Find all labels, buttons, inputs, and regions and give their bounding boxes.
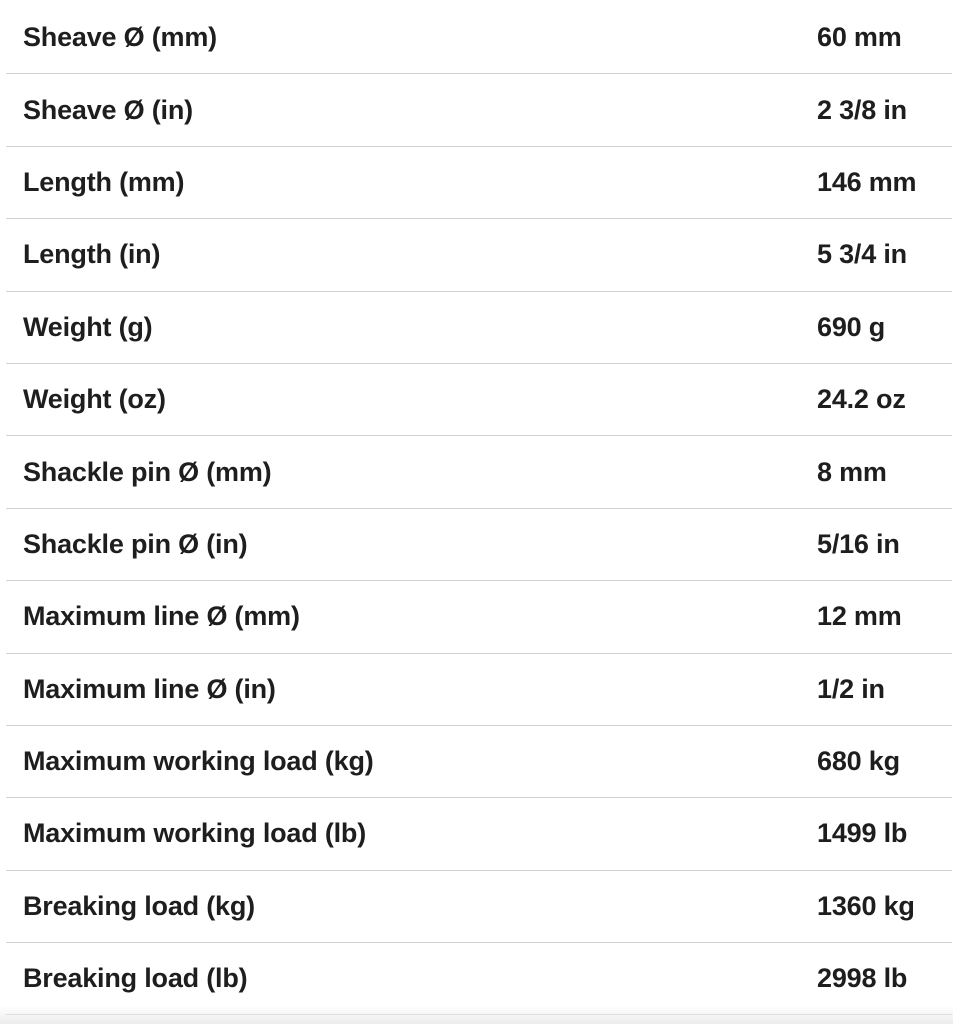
spec-value: 680 kg <box>817 746 900 777</box>
spec-label: Weight (g) <box>23 311 153 342</box>
spec-value: 2 3/8 in <box>817 94 907 125</box>
spec-label: Sheave Ø (mm) <box>23 22 217 53</box>
table-row <box>6 219 952 291</box>
spec-label: Length (mm) <box>23 166 185 197</box>
spec-value: 1360 kg <box>817 890 915 921</box>
spec-label: Maximum line Ø (mm) <box>23 601 300 632</box>
spec-label: Maximum working load (lb) <box>23 818 367 849</box>
table-row <box>6 509 952 581</box>
spec-value: 60 mm <box>817 22 902 53</box>
spec-label: Shackle pin Ø (mm) <box>23 456 272 487</box>
table-row <box>6 364 952 436</box>
spec-value: 1499 lb <box>817 818 908 849</box>
spec-label: Length (in) <box>23 239 161 270</box>
spec-value: 690 g <box>817 311 886 342</box>
spec-label: Shackle pin Ø (in) <box>23 528 248 559</box>
bottom-scroll-shadow <box>0 1006 953 1024</box>
spec-label: Breaking load (kg) <box>23 890 255 921</box>
table-row <box>6 726 952 798</box>
table-row <box>6 654 952 726</box>
spec-value: 146 mm <box>817 166 917 197</box>
spec-label: Maximum working load (kg) <box>23 746 374 777</box>
spec-value: 8 mm <box>817 456 887 487</box>
table-row <box>6 147 952 219</box>
spec-label: Maximum line Ø (in) <box>23 673 276 704</box>
table-row <box>6 292 952 364</box>
spec-value: 12 mm <box>817 601 902 632</box>
spec-value: 5 3/4 in <box>817 239 907 270</box>
specifications-table <box>6 2 952 1015</box>
table-row <box>6 943 952 1015</box>
spec-label: Sheave Ø (in) <box>23 94 193 125</box>
table-row <box>6 436 952 508</box>
table-row <box>6 798 952 870</box>
table-row <box>6 74 952 146</box>
spec-value: 2998 lb <box>817 963 908 994</box>
spec-value: 1/2 in <box>817 673 885 704</box>
table-row <box>6 581 952 653</box>
table-row <box>6 871 952 943</box>
spec-value: 5/16 in <box>817 528 900 559</box>
spec-value: 24.2 oz <box>817 384 906 415</box>
spec-label: Breaking load (lb) <box>23 963 248 994</box>
table-row <box>6 2 952 74</box>
spec-label: Weight (oz) <box>23 384 166 415</box>
